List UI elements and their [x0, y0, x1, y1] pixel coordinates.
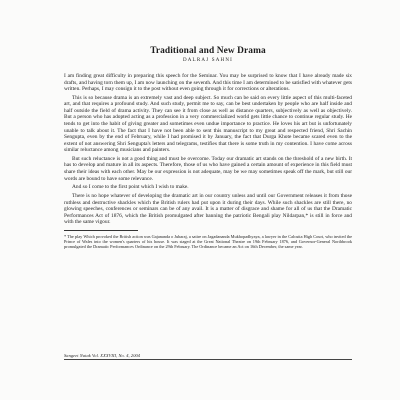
footer-divider: [64, 359, 352, 360]
footnote-divider: [64, 230, 138, 231]
paragraph-3: But such reluctance is not a good thing and must be overcome. Today our dramatic art stands on the threshold of a new birth. It has to develop and mature in all its aspects. Therefore, those of us who have gained a certain amount of experience in this field must share their ideas with each other. May be our expression is not adequate, may be we may sometimes speak off the mark, but still our words are bound to have some relevance.: [64, 155, 352, 182]
paragraph-1: I am finding great difficulty in preparing this speech for the Seminar. You may be surprised to know that I have already made six drafts, and having torn them up, I am now launching on the seventh. And this time I am determined to be satisfied with whatever gets written. Perhaps, I may consign it to the post without even going through it for corrections or alterations.: [64, 73, 352, 93]
paragraph-2: This is so because drama is an extremely vast and deep subject. So much can be said on every little aspect of this multi-faceted art, and that requires a profound study. And such study, permit me to say, can be best undertaken by people who are half inside and half outside the field of drama activity. They can see it from close as well as distance quarters, subjectively as well as objectively. But a person who has adopted acting as a profession in a very commercialized world gets little chance to continue regular study. He tends to get into the habit of giving greater and sometimes even undue importance to practice. He loves his art but is unfortunately unable to talk about it. The fact that I have not been able to sent this manuscript to my great and respected friend, Shri Sachin Sengupta, even by the end of February, while I had promised it by January, the fact that Durga Khote became scared even to the extent of not answering Shri Sengupta's letters and telegrams, testifies that there is some truth in my contention. I have come across similar reluctance among musicians and painters.: [64, 94, 352, 154]
article-author: DALRAJ SAHNI: [182, 58, 234, 63]
journal-citation: Sangeet Natak Vol. XXXVIII, No. 4, 2004: [64, 353, 141, 358]
paragraph-4: And so I come to the first point which I wish to make.: [72, 184, 189, 191]
footnote: * The play Which provoked the British action was Gajananda o Jubaraj, a satire on Jagadananda Mukhopadhyaya, a lawyer in the Calcutta High Court, who invited the Prince of Wales into the women's quarters of his house. It was staged at the Great National Theatre on 19th February 1876, and Governor-General Northbrook promulgated the Dramatic Performances Ordinance on the 29th February. The Ordinance became an Act on 16th December, the same year.: [64, 233, 352, 250]
paragraph-5: There is no hope whatever of developing the dramatic art in our country unless and until our Government releases it from those ruthless and destructive shackles which the British rulers had put upon it during their days. While such shackles are still there, no glowing speeches, conferences or seminars can be of any avail. It is a matter of disgrace and shame for all of us that the Dramatic Performances Act of 1876, which the British promulgated after banning the patriotic Bengali play Nildarpan,* is still in force and with the same vigour.: [64, 193, 352, 226]
article-body: [64, 73, 352, 226]
article-title: Traditional and New Drama: [150, 46, 266, 56]
